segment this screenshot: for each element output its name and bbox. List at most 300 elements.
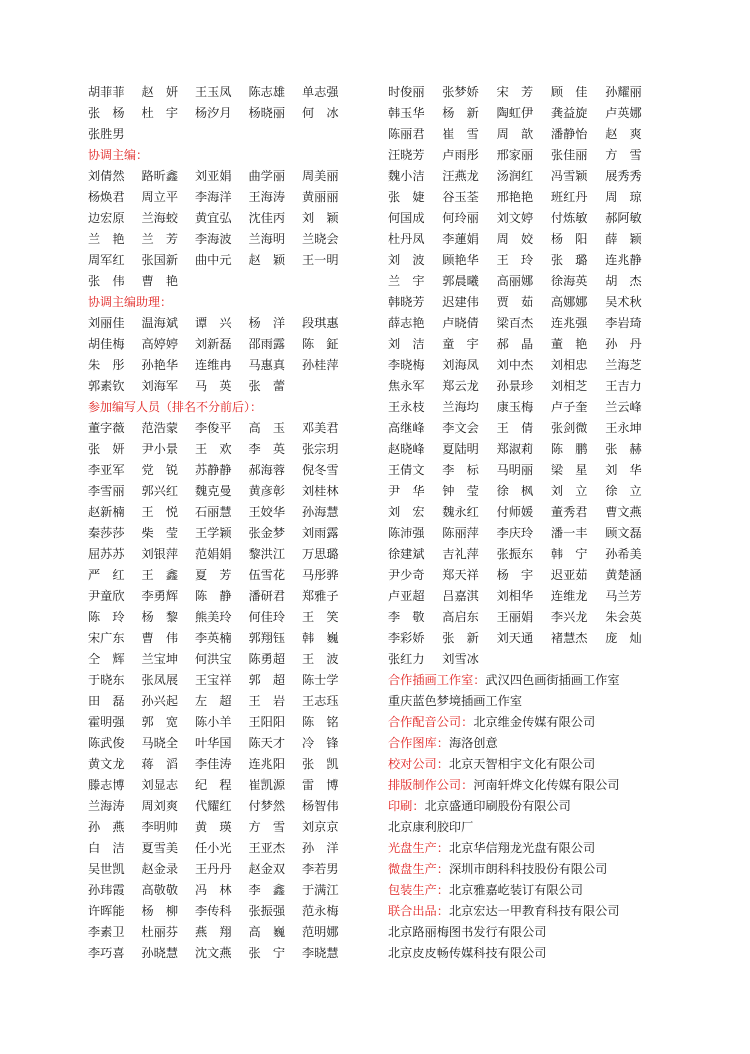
person-name: 张国新 — [141, 253, 179, 267]
person-name: 卢晓倩 — [442, 316, 479, 330]
person-name: 赵 颖 — [248, 253, 286, 267]
person-name: 魏小洁 — [388, 169, 425, 183]
person-name: 陈 玲 — [88, 610, 125, 624]
person-name: 时俊丽 — [388, 85, 425, 99]
name-row — [388, 229, 678, 250]
person-name: 李巧喜 — [88, 946, 125, 960]
person-name: 沈文燕 — [195, 946, 232, 960]
person-name: 倪冬雪 — [302, 463, 339, 477]
credit-line — [388, 922, 678, 943]
person-name: 王玉凤 — [195, 85, 232, 99]
person-name: 王 岩 — [248, 694, 286, 708]
person-name: 王姣华 — [248, 505, 286, 519]
person-name: 张 婕 — [388, 190, 425, 204]
person-name: 李亚军 — [88, 463, 125, 477]
person-name: 张振强 — [248, 904, 286, 918]
person-name: 付炼敏 — [550, 211, 588, 225]
person-name: 刘雪冰 — [442, 652, 479, 666]
person-name: 石丽慧 — [195, 505, 232, 519]
name-row — [388, 460, 678, 481]
person-name: 曹 伟 — [141, 631, 179, 645]
person-name: 郑雅子 — [302, 589, 339, 603]
person-name: 董秀君 — [550, 505, 588, 519]
person-name: 朱会英 — [605, 610, 642, 624]
person-name: 高 巍 — [248, 925, 286, 939]
person-name: 黄丽丽 — [302, 190, 339, 204]
person-name: 高丽娜 — [496, 274, 534, 288]
name-row — [88, 376, 368, 397]
person-name: 范明娜 — [302, 925, 339, 939]
person-name: 魏克曼 — [195, 484, 232, 498]
credit-line — [388, 754, 678, 775]
person-name: 杜丹凤 — [388, 232, 425, 246]
name-row — [88, 439, 368, 460]
person-name: 单志强 — [302, 85, 339, 99]
person-name: 李海洋 — [195, 190, 232, 204]
person-name: 邓美君 — [302, 421, 339, 435]
person-name: 高娜娜 — [550, 295, 588, 309]
person-name: 王 倩 — [496, 421, 534, 435]
person-name: 曲中元 — [195, 253, 232, 267]
person-name: 王学颖 — [195, 526, 232, 540]
person-name: 王 欢 — [195, 442, 232, 456]
person-name: 范浩蒙 — [141, 421, 179, 435]
name-row — [388, 418, 678, 439]
person-name: 马明丽 — [496, 463, 534, 477]
credit-line — [388, 859, 678, 880]
person-name: 兰海蛟 — [141, 211, 179, 225]
person-name: 汪晓芳 — [388, 148, 425, 162]
person-name: 何洪宝 — [195, 652, 232, 666]
person-name: 陈 静 — [195, 589, 232, 603]
person-name: 黎洪江 — [248, 547, 286, 561]
person-name: 王 鑫 — [141, 568, 179, 582]
person-name: 陈丽君 — [388, 127, 425, 141]
person-name: 徐海英 — [550, 274, 588, 288]
person-name: 谷玉荃 — [442, 190, 479, 204]
person-name: 陈丽萍 — [442, 526, 479, 540]
person-name: 冯 林 — [195, 883, 232, 897]
person-name: 韩玉华 — [388, 106, 425, 120]
person-name: 伍雪花 — [248, 568, 286, 582]
name-row — [388, 376, 678, 397]
person-name: 张振东 — [496, 547, 534, 561]
name-row — [88, 628, 368, 649]
person-name: 高继峰 — [388, 421, 425, 435]
person-name: 范娟娟 — [195, 547, 232, 561]
name-row — [88, 334, 368, 355]
person-name: 夏雪美 — [141, 841, 179, 855]
person-name: 迟亚茹 — [550, 568, 588, 582]
person-name: 李 标 — [442, 463, 479, 477]
person-name: 方 雪 — [248, 820, 286, 834]
person-name: 陈勇超 — [248, 652, 286, 666]
person-name: 徐 立 — [605, 484, 642, 498]
person-name: 黄彦彰 — [248, 484, 286, 498]
person-name: 李佳涛 — [195, 757, 232, 771]
name-row — [88, 82, 368, 103]
person-name: 高敬敬 — [141, 883, 179, 897]
person-name: 胡菲菲 — [88, 85, 125, 99]
person-name: 高婷婷 — [141, 337, 179, 351]
person-name: 康玉梅 — [496, 400, 534, 414]
person-name: 陈武俊 — [88, 736, 125, 750]
person-name: 周 琼 — [605, 190, 642, 204]
person-name: 张剑微 — [550, 421, 588, 435]
credit-line — [388, 775, 678, 796]
person-name: 郝 晶 — [496, 337, 534, 351]
person-name: 周 姣 — [496, 232, 534, 246]
credit-value: 重庆蓝色梦境插画工作室 — [388, 694, 523, 708]
person-name: 刘倩然 — [88, 169, 125, 183]
person-name: 刘显志 — [141, 778, 179, 792]
person-name: 张 璐 — [550, 253, 588, 267]
name-row — [88, 586, 368, 607]
person-name: 陈天才 — [248, 736, 286, 750]
person-name: 卢亚超 — [388, 589, 425, 603]
name-row — [88, 187, 368, 208]
name-row — [388, 586, 678, 607]
person-name: 刘 波 — [388, 253, 425, 267]
person-name: 曲学丽 — [248, 169, 286, 183]
person-name: 张红力 — [388, 652, 425, 666]
credit-value: 北京皮皮畅传媒科技有限公司 — [388, 946, 547, 960]
person-name: 邢家丽 — [496, 148, 534, 162]
person-name: 孙桂萍 — [302, 358, 339, 372]
person-name: 孙海慧 — [302, 505, 339, 519]
name-row — [88, 166, 368, 187]
person-name: 仝 辉 — [88, 652, 125, 666]
person-name: 王倩文 — [388, 463, 425, 477]
person-name: 燕 翔 — [195, 925, 232, 939]
credit-label: 合作插画工作室： — [388, 673, 486, 687]
person-name: 陈士学 — [302, 673, 339, 687]
person-name: 边宏原 — [88, 211, 125, 225]
name-row — [388, 250, 678, 271]
person-name: 纪 程 — [195, 778, 232, 792]
person-name: 马晓全 — [141, 736, 179, 750]
credit-value: 北京盛通印刷股份有限公司 — [424, 799, 571, 813]
person-name: 张 赫 — [605, 442, 642, 456]
person-name: 胡佳梅 — [88, 337, 125, 351]
name-row — [388, 565, 678, 586]
credit-line — [388, 691, 678, 712]
person-name: 王 玲 — [496, 253, 534, 267]
person-name: 陈沛强 — [388, 526, 425, 540]
person-name: 邢艳艳 — [496, 190, 534, 204]
person-name: 庞 灿 — [605, 631, 642, 645]
person-name: 李英楠 — [195, 631, 232, 645]
person-name: 潘一丰 — [550, 526, 588, 540]
name-row — [388, 187, 678, 208]
person-name: 赵 妍 — [141, 85, 179, 99]
person-name: 兰宝坤 — [141, 652, 179, 666]
person-name: 刘 华 — [605, 463, 642, 477]
credit-line — [388, 712, 678, 733]
name-row — [388, 145, 678, 166]
person-name: 冷 锋 — [302, 736, 339, 750]
credit-value: 北京维金传媒有限公司 — [473, 715, 596, 729]
name-row — [88, 901, 368, 922]
person-name: 蒋 滔 — [141, 757, 179, 771]
credit-value: 北京雅嘉屹装订有限公司 — [448, 883, 583, 897]
person-name: 张 杨 — [88, 106, 125, 120]
person-name: 潘静怡 — [550, 127, 588, 141]
person-name: 郑云龙 — [442, 379, 479, 393]
person-name: 顾文磊 — [605, 526, 642, 540]
credit-line — [388, 838, 678, 859]
person-name: 夏陆明 — [442, 442, 479, 456]
person-name: 刘相华 — [496, 589, 534, 603]
person-name: 张 宁 — [248, 946, 286, 960]
person-name: 杨 洋 — [248, 316, 286, 330]
person-name: 陈志雄 — [248, 85, 286, 99]
person-name: 李兴龙 — [550, 610, 588, 624]
person-name: 魏永红 — [442, 505, 479, 519]
person-name: 杨 阳 — [550, 232, 588, 246]
name-row — [88, 481, 368, 502]
person-name: 谭 兴 — [195, 316, 232, 330]
person-name: 王亚杰 — [248, 841, 286, 855]
person-name: 张金梦 — [248, 526, 286, 540]
name-row — [88, 124, 368, 145]
person-name: 顾 佳 — [550, 85, 588, 99]
credit-line — [388, 817, 678, 838]
person-name: 张胜男 — [88, 127, 125, 141]
person-name: 王阳阳 — [248, 715, 286, 729]
person-name: 邵雨露 — [248, 337, 286, 351]
person-name: 左 超 — [195, 694, 232, 708]
person-name: 高 玉 — [248, 421, 286, 435]
person-name: 连维冉 — [195, 358, 232, 372]
person-name: 郝阿敏 — [605, 211, 642, 225]
person-name: 兰海芝 — [605, 358, 642, 372]
person-name: 张 妍 — [88, 442, 125, 456]
name-row — [88, 271, 368, 292]
person-name: 于晓东 — [88, 673, 125, 687]
person-name: 孙晓慧 — [141, 946, 179, 960]
credit-line — [388, 733, 678, 754]
person-name: 曹 艳 — [141, 274, 179, 288]
person-name: 吕嘉淇 — [442, 589, 479, 603]
person-name: 李素卫 — [88, 925, 125, 939]
person-name: 孙玮霞 — [88, 883, 125, 897]
person-name: 韩 巍 — [302, 631, 339, 645]
name-row — [388, 502, 678, 523]
person-name: 路昕鑫 — [141, 169, 179, 183]
person-name: 兰海明 — [248, 232, 286, 246]
person-name: 杨 宇 — [496, 568, 534, 582]
name-row — [88, 691, 368, 712]
person-name: 孙景珍 — [496, 379, 534, 393]
person-name: 汤润红 — [496, 169, 534, 183]
name-row — [88, 649, 368, 670]
person-name: 许晖能 — [88, 904, 125, 918]
name-row — [388, 82, 678, 103]
credit-value: 河南轩烨文化传媒有限公司 — [473, 778, 620, 792]
person-name: 汪燕龙 — [442, 169, 479, 183]
name-row — [88, 229, 368, 250]
person-name: 张佳丽 — [550, 148, 588, 162]
person-name: 赵 爽 — [605, 127, 642, 141]
person-name: 陈 鹏 — [550, 442, 588, 456]
person-name: 沈佳丙 — [248, 211, 286, 225]
person-name: 孙兴起 — [141, 694, 179, 708]
person-name: 白 洁 — [88, 841, 125, 855]
credit-value: 北京华信翔龙光盘有限公司 — [448, 841, 596, 855]
name-row — [88, 754, 368, 775]
name-row — [88, 250, 368, 271]
name-row — [88, 775, 368, 796]
person-name: 郑淑莉 — [496, 442, 534, 456]
person-name: 赵金双 — [248, 862, 286, 876]
person-name: 王宝祥 — [195, 673, 232, 687]
person-name: 陈 铭 — [302, 715, 339, 729]
person-name: 周立平 — [141, 190, 179, 204]
person-name: 王 笑 — [302, 610, 339, 624]
person-name: 王丽娟 — [496, 610, 534, 624]
person-name: 兰海涛 — [88, 799, 125, 813]
name-row — [388, 271, 678, 292]
person-name: 孙希美 — [605, 547, 642, 561]
person-name: 兰海均 — [442, 400, 479, 414]
left-column — [88, 82, 368, 964]
person-name: 夏 芳 — [195, 568, 232, 582]
person-name: 王 悦 — [141, 505, 179, 519]
person-name: 钟 莹 — [442, 484, 479, 498]
person-name: 马惠真 — [248, 358, 286, 372]
person-name: 崔凯源 — [248, 778, 286, 792]
person-name: 郭晨曦 — [442, 274, 479, 288]
person-name: 付师媛 — [496, 505, 534, 519]
name-row — [388, 103, 678, 124]
person-name: 卢子奎 — [550, 400, 588, 414]
person-name: 叶华国 — [195, 736, 232, 750]
person-name: 李海波 — [195, 232, 232, 246]
person-name: 连兆阳 — [248, 757, 286, 771]
person-name: 张 新 — [442, 631, 479, 645]
person-name: 童 宇 — [442, 337, 479, 351]
person-name: 黄 瑛 — [195, 820, 232, 834]
person-name: 郑天祥 — [442, 568, 479, 582]
person-name: 董 艳 — [550, 337, 588, 351]
credit-label: 排版制作公司： — [388, 778, 474, 792]
person-name: 田 磊 — [88, 694, 125, 708]
person-name: 张凤展 — [141, 673, 179, 687]
person-name: 郭 宽 — [141, 715, 179, 729]
person-name: 展秀秀 — [605, 169, 642, 183]
person-name: 刘雨露 — [302, 526, 339, 540]
person-name: 李勇辉 — [141, 589, 179, 603]
person-name: 李文会 — [442, 421, 479, 435]
person-name: 薛 颖 — [605, 232, 642, 246]
person-name: 孙 丹 — [605, 337, 642, 351]
person-name: 李岩琦 — [605, 316, 642, 330]
credit-line — [388, 880, 678, 901]
person-name: 张 凯 — [302, 757, 339, 771]
person-name: 王永枝 — [388, 400, 425, 414]
name-row — [88, 355, 368, 376]
name-row — [388, 292, 678, 313]
credit-line — [388, 796, 678, 817]
credit-value: 武汉四色画街插画工作室 — [485, 673, 620, 687]
person-name: 李明帅 — [141, 820, 179, 834]
person-name: 刘桂林 — [302, 484, 339, 498]
person-name: 柴 莹 — [141, 526, 179, 540]
person-name: 李 鑫 — [248, 883, 286, 897]
person-name: 周 歆 — [496, 127, 534, 141]
person-name: 兰 宇 — [388, 274, 425, 288]
person-name: 龚益旋 — [550, 106, 588, 120]
person-name: 兰 艳 — [88, 232, 125, 246]
person-name: 陈 鉦 — [302, 337, 339, 351]
person-name: 卢雨彤 — [442, 148, 479, 162]
person-name: 万思璐 — [302, 547, 339, 561]
section-heading-contributors: 参加编写人员（排名不分前后）： — [88, 400, 263, 414]
person-name: 张 蕾 — [248, 379, 286, 393]
person-name: 王志珏 — [302, 694, 339, 708]
person-name: 黄楚涵 — [605, 568, 642, 582]
person-name: 褚慧杰 — [550, 631, 588, 645]
name-row — [388, 607, 678, 628]
person-name: 杨 新 — [442, 106, 479, 120]
credit-label: 包装生产： — [388, 883, 449, 897]
person-name: 郭 超 — [248, 673, 286, 687]
person-name: 卢英娜 — [605, 106, 642, 120]
name-row — [88, 208, 368, 229]
person-name: 崔 雪 — [442, 127, 479, 141]
name-row — [388, 208, 678, 229]
person-name: 朱 彤 — [88, 358, 125, 372]
person-name: 吉礼萍 — [442, 547, 479, 561]
person-name: 周刘爽 — [141, 799, 179, 813]
person-name: 苏静静 — [195, 463, 232, 477]
person-name: 郭素钦 — [88, 379, 125, 393]
person-name: 连兆强 — [550, 316, 588, 330]
person-name: 范永梅 — [302, 904, 339, 918]
person-name: 宋 芳 — [496, 85, 534, 99]
person-name: 张 伟 — [88, 274, 125, 288]
person-name: 周美丽 — [302, 169, 339, 183]
credit-value: 北京路丽梅图书发行有限公司 — [388, 925, 547, 939]
name-row — [388, 313, 678, 334]
person-name: 徐建斌 — [388, 547, 425, 561]
person-name: 刘海凤 — [442, 358, 479, 372]
person-name: 杨 黎 — [141, 610, 179, 624]
credit-label: 合作配音公司： — [388, 715, 474, 729]
person-name: 焦永军 — [388, 379, 425, 393]
name-row — [388, 628, 678, 649]
person-name: 吴术秋 — [605, 295, 642, 309]
name-row — [88, 733, 368, 754]
person-name: 张宗玥 — [302, 442, 339, 456]
person-name: 尹童欣 — [88, 589, 125, 603]
person-name: 徐 枫 — [496, 484, 534, 498]
person-name: 韩晓芳 — [388, 295, 425, 309]
person-name: 连维龙 — [550, 589, 588, 603]
person-name: 高启东 — [442, 610, 479, 624]
name-row — [88, 859, 368, 880]
person-name: 李蓮娟 — [442, 232, 479, 246]
person-name: 于满江 — [302, 883, 339, 897]
name-row — [88, 838, 368, 859]
name-row — [388, 523, 678, 544]
credit-line — [388, 901, 678, 922]
person-name: 陶虹伊 — [496, 106, 534, 120]
person-name: 董字薇 — [88, 421, 125, 435]
person-name: 王永坤 — [605, 421, 642, 435]
section-heading-coordinating-editors: 协调主编： — [88, 148, 149, 162]
